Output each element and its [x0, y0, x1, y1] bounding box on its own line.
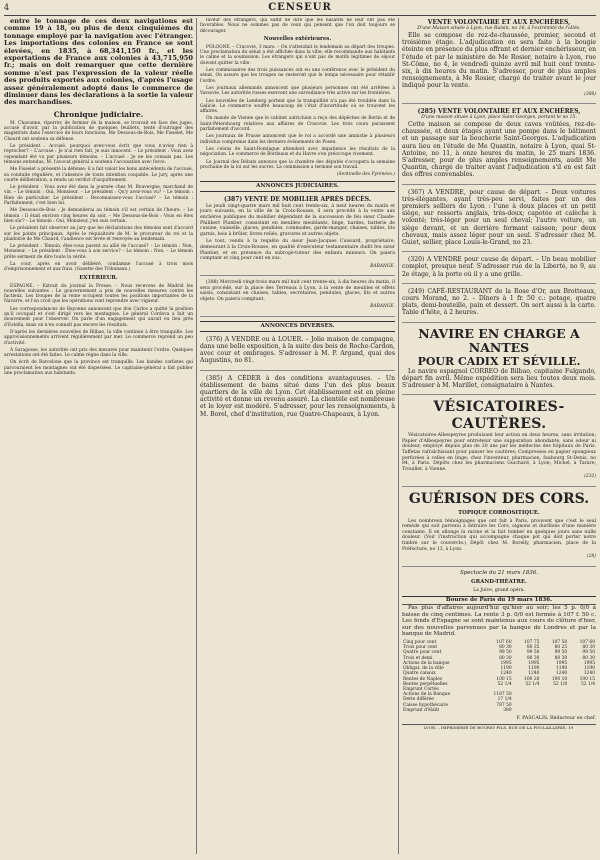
masthead: CENSEUR: [268, 2, 332, 13]
article-paragraph: À Saragosse, les autorités ont pris des mesures pour maintenir l'ordre. Quelques arrestations ont été faites. Le calme règne dans la ville.: [4, 347, 193, 359]
bourse-value: 107 60: [496, 640, 512, 646]
bourse-label: Emprunt Cortès: [403, 686, 439, 692]
editor-signature: F. PASCALIS, Rédacteur en chef.: [516, 715, 596, 721]
ad-subtitle: D'une Maison située à Lyon, rue Raisin, no 16, à l'extrémité de l'allée.: [417, 26, 581, 32]
article-paragraph: On écrit de Barcelone que la province est tranquille. Les bandes carlistes qui parcouraient les montagnes ont été dispersées. Le capitaine-général a fait publier une proclamation aux habitants.: [4, 360, 193, 377]
classified-ad: [402, 255, 596, 284]
column-divider: [398, 18, 399, 854]
bourse-value: 107 60: [579, 640, 595, 646]
bourse-label: Quatre pour cent: [403, 650, 442, 656]
article-paragraph: D'après les dernières nouvelles de Bilbao, la ville continue à être tranquille. Les approvisionnements arrivent régulièrement par mer. Le commerce reprend un peu d'activité.: [4, 329, 193, 346]
guerison-subheading: TOPIQUE CORROSITIQUE.: [458, 509, 540, 516]
bourse-value: 80 35: [526, 645, 540, 651]
ad-text: (367) A VENDRE, pour cause de départ. – Deux voitures très-élégantes, ayant très-peu servi, faites par un des premiers selliers de Lyon : l'une à deux places et un petit siège, sur ressorts anglais, très-doux; capotée et calèche à volonté; très-léger pour un seul cheval; l'autre voiture, un siège devant, et un derrière formant caisson; pour deux chevaux, mais assez léger pour un seul. S'adresser chez M. Guiet, sellier, place Louis-le-Grand, no 23.: [402, 188, 596, 246]
column-left: [4, 18, 193, 856]
article-paragraph: M. Chavanne, riperrer, de fermier de la maison, se trouvait en face des juges, accusé d'avoir, par la publication de quelques feuillets, tenté d'outrager des magistrats dans l'exercice de leurs fonctions. Me Dessous-de-Bois, Me Fisselet, Me Chaurd ont soutenu sa défense.: [4, 120, 193, 142]
ship-notice: [402, 326, 596, 396]
bourse-value: 52 1/4: [525, 681, 540, 687]
bourse-heading: Bourse de Paris du 19 mars 1836.: [402, 596, 596, 605]
bourse-value: 80 25: [554, 645, 568, 651]
notice-signature: BARANGE.: [370, 304, 395, 310]
bourse-value: [568, 708, 596, 713]
navire-destination: POUR CADIX ET SÉVILLE.: [417, 354, 581, 368]
column-divider: [196, 18, 197, 854]
bourse-label: Quatre canaux: [403, 671, 436, 677]
bourse-value: 80 30: [582, 645, 595, 651]
article-paragraph: Les correspondances de Bayonne annoncent que don Carlos a quitté la position qu'il occupait et s'est dirigé vers les montagnes. Le général Cordova a fait un mouvement pour l'observer. On parle d'un engagement qui aurait eu lieu près d'Estella, mais on n'en connaît pas encore les résultats.: [4, 306, 193, 328]
bourse-value: 1995: [556, 660, 568, 666]
bourse-value: 80 30: [526, 655, 540, 661]
ad-text: Cette maison se compose de deux caves voûtées, rez-de-chaussée, et deux étages ayant une pompe dans le bâtiment et un passage sur la boucherie Saint-Georges. L'adjudication aura lieu en l'étude de Me Quantin, notaire à Lyon, quai St-Antoine, no 11, à onze heures du matin, le 25 mars 1836. S'adresser, pour de plus amples renseignements, audit Me Quantin, chargé de traiter avant l'adjudication s'il en est fait des offres convenables.: [402, 120, 596, 179]
bourse-value: 1995: [583, 660, 595, 666]
article-paragraph: Le président : Accusé, pourquoi avez-vous écrit que vous n'aviez rien à reprocher? – L'accusé : Je n'ai rien fait, je suis innocent. – Le président : Vous avez cependant été vu par plusieurs témoins. – L'accusé : Je ne les connais pas. Les témoins entendus, M. l'avocat général a soutenu l'accusation avec force.: [4, 144, 193, 165]
bourse-value: 1240: [528, 671, 540, 677]
spectacle-title: Spectacle du 21 mars 1836.: [460, 569, 538, 576]
bourse-label: Rentes de Naples: [403, 676, 443, 682]
bourse-value: 80 30: [499, 655, 512, 661]
judicial-notice: [200, 279, 395, 317]
bourse-label: Trois et demi: [403, 655, 433, 661]
bourse-value: [513, 708, 541, 713]
article-paragraph: Les commissaires des trois puissances ont eu une conférence avec le président du sénat. On assure que les troupes ne resteront que le temps nécessaire pour rétablir l'ordre.: [200, 68, 395, 84]
article-paragraph: On mande de Vienne que le cabinet autrichien a reçu des dépêches de Berlin et de Saint-Pétersbourg relatives aux affaires de Cracovie. Les trois cours paraissent parfaitement d'accord.: [200, 116, 395, 133]
bourse-label: Trois pour cent: [403, 645, 438, 651]
article-source: (Sentinelle des Pyrénées.): [336, 172, 395, 178]
bourse-value: 99 50: [526, 650, 540, 656]
bourse-value: 100 15: [579, 676, 595, 682]
article-paragraph: Le président : Témoin, êtes-vous parent ou allié de l'accusé? – Le témoin : Non, Monsieur. – Le président : Êtes-vous à son service? – Le témoin : Non. – Le témoin prête serment de dire toute la vérité.: [4, 244, 193, 260]
bourse-label: Obligat. de la ville: [403, 666, 444, 672]
bourse-value: 1190: [500, 666, 512, 672]
notice-title: (387) VENTE DE MOBILIER APRÈS DÉCÈS.: [224, 196, 371, 204]
lead-paragraph: entre le tonnage de ces deux navigations est comme 19 à 18, ou plus de deux cinquièmes du tonnage employé par la navigation avec l'étranger. Les importations des colonies en France se sont élevées, en 1835, à 68,341,150 fr., et les exportations de France aux colonies à 43,715,950 fr.; mais on doit remarquer que cette dernière somme n'est pas l'expression de la valeur réelle des produits exportés aux colonies, d'après l'usage assez généralement adopté dans le commerce de diminuer dans les déclarations à la sortie la valeur des marchandises.: [4, 18, 193, 107]
table-row: [402, 677, 596, 682]
notice-text: (388) Mercredi vingt-trois mars mil huit cent trente-six, à dix heures du matin, il sera procédé, sur la place des Terreaux à Lyon, à la vente de meubles et effets saisis, consistant en chaises, tables, secrétaires, pendules, glaces, lits et autres objets. On paiera comptant.: [200, 280, 395, 302]
bourse-table: [402, 640, 596, 713]
bourse-value: 80 30: [582, 655, 595, 661]
bourse-value: 1190: [528, 666, 540, 672]
classified-ad: [200, 374, 395, 423]
cors-ad: [402, 490, 596, 567]
bourse-label: Cinq pour cent: [403, 640, 437, 646]
article-paragraph: Les journaux allemands annoncent que plusieurs personnes ont été arrêtées à Varsovie. Les autorités russes exercent une surveillance très active sur les frontières.: [200, 85, 395, 97]
bourse-value: 107 75: [524, 640, 540, 646]
bourse-value: 1240: [556, 671, 568, 677]
article-paragraph: Me Fisselet a présenté la défense; il a fait valoir les bons antécédents de l'accusé, sa conduite régulière, et l'absence de toute intention coupable. Le jury, après une courte délibération, a rendu un verdict d'acquittement.: [4, 167, 193, 183]
bourse-label: Rentes perpétuelles: [403, 681, 448, 687]
classified-ad: [402, 188, 596, 253]
bourse-label: Caisse hypothécaire: [403, 702, 449, 708]
ad-text: (376) A VENDRE ou à LOUER. – Jolie maison de campagne, dans une belle exposition, à la suite des bois de Roche-Cardon, avec cour et ombrages. S'adresser à M. P. Argand, quai des Augustins, no 81.: [200, 335, 395, 365]
bourse-value: 80 30: [554, 655, 568, 661]
article-paragraph: Les nouvelles de Lemberg portent que la tranquillité n'a pas été troublée dans la Galicie. Le commerce souffre beaucoup de l'état d'incertitude où se trouvent les affaires.: [200, 98, 395, 115]
bourse-value: 52 1/4: [497, 681, 512, 687]
notice-signature: BARANGE.: [370, 263, 395, 269]
chronique-judiciaire-heading: Chronique judiciaire.: [53, 109, 144, 119]
ad-title: (285) VENTE VOLONTAIRE ET AUX ENCHÈRES,: [417, 107, 581, 115]
bourse-summary: Pas plus d'affaires aujourd'hui qu'hier au soir; les 5 p. 0/0 à baisse de cinq centimes. La rente 3 p. 0/0 est fermée à 107 f. 50 c. Les fonds d'Espagne se sont maintenus aux cours de clôture d'hier, sur des nouvelles parvenues par la banque de Londres et par la banque de Madrid.: [402, 605, 596, 638]
bourse-value: 52 1/4: [580, 681, 595, 687]
article-paragraph: ESPAGNE. – Extrait du journal la Presse. – Nous recevons de Madrid les nouvelles suivantes : Le gouvernement a pris de nouvelles mesures contre les factieux. Les troupes de la reine occupent toutes les positions importantes de la Navarre, et l'on croit que les opérations vont reprendre avec vigueur.: [4, 283, 193, 305]
ad-text: Elle se compose de rez-de-chaussée, premier, second et troisième étage. L'adjudication en sera faite à la bougie éteinte en présence du plus offrant et dernier enchérisseur, en l'étude et par le ministère de Me Rosier, notaire à Lyon, rue St-Côme, no 4, le vendredi quinze avril mil huit cent trente-six, à dix heures du matin. S'adresser, pour de plus amples renseignements, à Me Rosier, chargé de traiter avant le jour indiqué pour la vente.: [402, 32, 596, 90]
article-paragraph: Le président : Vous avez été dans la journée chez M. Bouvergne, marchand de vin. – Le témoin : Oui, Monsieur. – Le président : Qu'y avez-vous vu? – Le témoin : Rien de particulier. Le président : Reconnaissez-vous l'accusé? – Le témoin : Parfaitement, c'est bien lui.: [4, 185, 193, 207]
ad-text: (385) A CÉDER à des conditions avantageuses. – Un établissement de bains situé dans l'un des plus beaux quartiers de la ville de Lyon. Cet établissement est en pleine activité et donne un revenu assuré. La clientèle est nombreuse et le loyer est modéré. S'adresser, pour les renseignements, à M. Borel, chef d'institution, rue Quatre-Chapeaux, à Lyon.: [200, 374, 395, 418]
ad-text: (320) A VENDRE pour cause de départ. – Un beau mobilier complet, presque neuf. S'adresser rue de la Liberté, no 9, au 2e étage, à la porte où il y a une grille.: [402, 256, 596, 278]
ad-text: (249) CAFÉ-RESTAURANT de la Rose d'Or, aux Brotteaux, cours Morand, no 2. – Dîners à 1 fr. 50 c.: potage, quatre plats, demi-bouteille, pain et dessert. On sert aussi à la carte. Table d'hôte, à 2 heures.: [402, 287, 596, 317]
column-right: [402, 18, 596, 856]
bourse-label: Actions de la banque: [403, 660, 450, 666]
ad-text: Le navire espagnol CORREO de Bilbao, capitaine Fulgando, départ fin avril. Même expédition sera lieu toutes deux mois. S'adresser à M. Marillet, consignataire à Nantes.: [402, 367, 596, 389]
ad-text: Les nombreux témoignages que ont fait à Paris, prouvent que c'est le seul remède qui soit parvenu à détruire les Cors, oignons et durillons d'une manière constante. Il en allonge la racine et la fait tomber en quelques jours sans nulle douleur. (Voir l'instruction qui accompagne chaque pot qui doit porter notre timbre sur le couvercle.) Dépôt chez M. Borelly, pharmacien, place de la Préfecture, no 13, à Lyon.: [402, 518, 596, 552]
bourse-value: 1240: [500, 671, 512, 677]
bourse-value: 99 50: [582, 650, 595, 656]
bourse-value: 1190: [556, 666, 568, 672]
bourse-label: Dette différée: [403, 697, 434, 703]
page-header: [0, 2, 600, 16]
bourse-value: 100 10: [551, 676, 568, 682]
navire-heading: NAVIRE EN CHARGE A NANTES: [418, 325, 580, 355]
nouvelles-heading: Nouvelles extérieures.: [263, 35, 332, 42]
bourse-value: 380: [503, 707, 512, 713]
printer-imprint: LYON. – IMPRIMERIE DE BOURSY FILS, RUE DE LA POULAILLERIE, 19.: [402, 724, 596, 730]
spectacle-program: La Juive, grand opéra.: [473, 587, 525, 593]
classified-ad: [200, 335, 395, 371]
column-middle: [200, 18, 395, 856]
bourse-value: 100 20: [524, 676, 540, 682]
spectacle-venue: GRAND-THÉATRE.: [471, 578, 527, 585]
bourse-value: [540, 708, 568, 713]
article-paragraph: La cour, après en avoir délibéré, condamne l'accusé à trois mois d'emprisonnement et aux frais. (Gazette des Tribunaux.): [4, 262, 193, 273]
bourse-value: 1190: [583, 666, 595, 672]
ad-ref: (28): [586, 554, 596, 560]
bourse-value: 107 50: [551, 640, 568, 646]
annonces-judiciaires-heading: ANNONCES JUDICIAIRES.: [200, 181, 395, 192]
classified-ad: [402, 287, 596, 323]
article-paragraph: faveur des étrangers, qui suffit de dire que les hasards ne leur ont pas été favorables. Nous ne sommes pas de ceux qui pensent que l'on doit toujours se décourager.: [200, 18, 395, 34]
bourse-value: 99 50: [554, 650, 568, 656]
bourse-label: Emprunt d'Haïti: [403, 707, 440, 713]
vesicatoires-ad: [402, 398, 596, 486]
sale-notice: [402, 18, 596, 104]
bourse-value: 1240: [583, 671, 595, 677]
ad-title: VENTE VOLONTAIRE ET AUX ENCHÈRES,: [427, 19, 571, 26]
guerison-heading: GUÉRISON DES CORS.: [408, 490, 590, 507]
page-number: 4: [4, 3, 10, 12]
article-paragraph: Le président fait observer au jury que les déclarations des témoins sont d'accord sur les points principaux. Après le réquisitoire de M. le procureur du roi et la plaidoirie de Me Chaurd, l'audience est levée et renvoyée au lendemain.: [4, 226, 193, 242]
judicial-notice: [200, 195, 395, 276]
article-paragraph: Le Journal des Débats annonce que la chambre des députés s'occupera la semaine prochaine de la loi sur les sucres. La commission a terminé son travail.: [200, 159, 395, 170]
bourse-value: 100 15: [496, 676, 512, 682]
spectacle-section: [402, 570, 596, 594]
bourse-value: 1187 50: [493, 692, 512, 698]
article-paragraph: POLOGNE. – Cracovie, 3 mars. – On s'attendait le lendemain au départ des troupes. Une proclamation du sénat a été affichée dans la ville; elle recommande aux habitants le calme et la soumission. Les étrangers qui n'ont pas de motifs légitimes de séjour doivent quitter la ville.: [200, 44, 395, 66]
notice-text: Le tout, vendu à la requête du sieur Jean-Jacques Cuissard, propriétaire, demeurant à la Croix-Rousse, en qualité d'exécuteur testamentaire dudit feu sieur Plantier, et en présence du subrogé-tuteur des enfants mineurs. On paiera comptant et cinq pour cent en sus.: [200, 239, 395, 262]
header-rule: [4, 15, 596, 16]
ad-subtitle: D'une maison située à Lyon, place Saint-Georges, portant le no 15.: [421, 115, 577, 121]
bourse-value: 787 50: [496, 702, 512, 708]
table-row: [402, 650, 596, 655]
bourse-value: 1995: [500, 660, 512, 666]
bourse-label: Actions de la Banque: [403, 692, 451, 698]
annonces-diverses-heading: ANNONCES DIVERSES.: [200, 321, 395, 332]
ad-ref: (386): [584, 91, 596, 97]
article-paragraph: Les colons de Saint-Domingue attendent avec impatience les résultats de la négociation. Le commerce de Bordeaux et du Havre s'en préoccupe vivement.: [200, 146, 395, 158]
bourse-value: 17 1/4: [497, 697, 512, 703]
vesicatoires-heading: VÉSICATOIRES-CAUTÈRES.: [433, 399, 565, 433]
notice-text: Le jeudi vingt-quatre mars mil huit cent trente-six, à neuf heures du matin et jours suivants, en la ville de la Croix-Rousse, il sera procédé à la vente aux enchères publiques du mobilier dépendant de la succession de feu sieur Claude-Philibert Plantier, consistant en meubles meublants, linge, hardes, batterie de cuisine, vaisselle, glaces, pendules, commodes, garde-manger, chaises, tables, lits garnis, bois à brûler, livres reliés, gravures et autres objets.: [200, 203, 395, 237]
exterieur-heading: EXTÉRIEUR.: [79, 274, 118, 281]
table-row: [402, 708, 596, 713]
bourse-value: 99 50: [499, 650, 512, 656]
article-paragraph: Me Dessous-de-Bois : Je demanderai au témoin s'il est certain de l'heure. – Le témoin : Il était environ cinq heures du soir. – Me Dessous-de-Bois : Vous en êtes bien sûr? – Le témoin : Oui, Monsieur, j'en suis certain.: [4, 208, 193, 224]
bourse-value: 1995: [528, 660, 540, 666]
bourse-value: 80 30: [499, 645, 512, 651]
ad-text: Vésicatoires-Albespeyres produisant leur action en deux heures, sans irritation; Papier d'Albespeyres pour entretenir une suppuration abondante, sans odeur ni douleur, employé depuis plus de 20 ans par les médecins des hôpitaux de Paris. Taffetas rafraîchissant pour panser les cautères; Compresses en papier spongieux perforées à celles en linge; chez l'inventeur, pharmacien, faubourg St-Denis, no 84, à Paris. Dépôts chez les pharmaciens Guichard, à Lyon; Michel, à Tarare; Trouillet, à Vienne.: [402, 433, 596, 472]
bourse-value: 52 1/8: [553, 681, 568, 687]
article-paragraph: Les journaux de Prusse annoncent que le roi a accordé une amnistie à plusieurs individus compromis dans les derniers événements de Posen.: [200, 134, 395, 145]
sale-notice: [402, 107, 596, 185]
ad-ref: (232): [584, 474, 596, 480]
